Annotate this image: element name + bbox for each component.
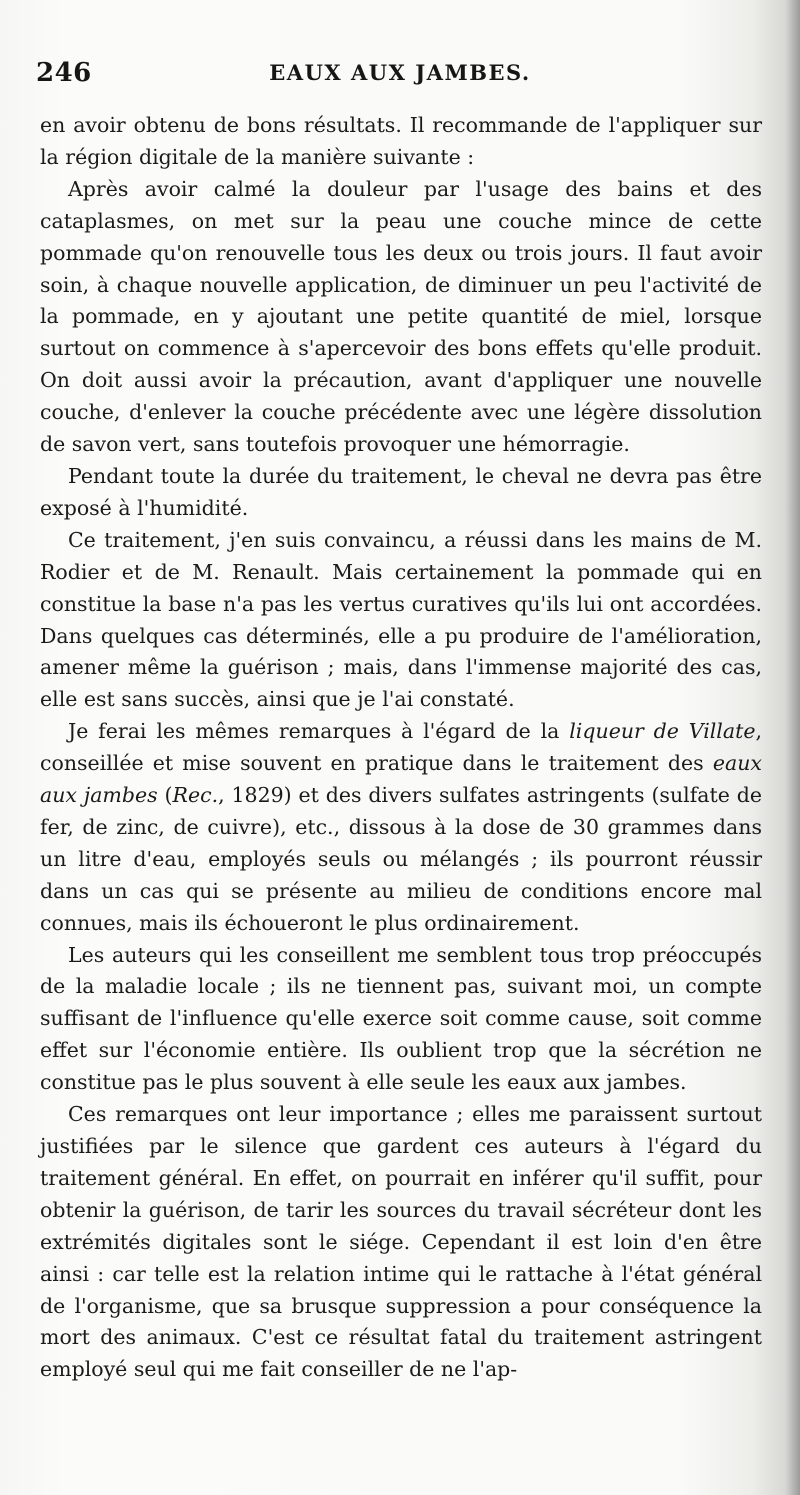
paragraph: [40, 461, 762, 525]
italic-text: eaux aux jambes: [40, 751, 762, 808]
paragraph: [40, 174, 762, 461]
paragraph-text: , conseillée et mise souvent en pratique dans le traitement des: [40, 719, 762, 776]
paragraph: [40, 940, 762, 1100]
body-text: [40, 110, 762, 1386]
page-header: [0, 58, 800, 98]
italic-text: Rec.: [172, 783, 219, 808]
paragraph: [40, 1099, 762, 1386]
paragraph-text: (: [157, 783, 173, 808]
paragraph-text: Les auteurs qui les conseillent me semblent tous trop préoccupés de la maladie locale ; ils ne tiennent pas, suivant moi, un compte suffisant de l'influence qu'elle exerce soit comme cause, soit comme effet sur l'économie entière. Ils oublient trop que la sécrétion ne constitue pas le plus souvent à elle seule les eaux aux jambes.: [40, 942, 762, 1095]
page-number: 246: [36, 58, 92, 88]
scan-edge-shadow: [786, 0, 800, 1495]
paragraph-text: Ce traitement, j'en suis convaincu, a réussi dans les mains de M. Rodier et de M. Renault. Mais certainement la pommade qui en constitue la base n'a pas les vertus curatives qu'ils lui ont accordées. Dans quelques cas déterminés, elle a pu produire de l'amélioration, amener même la guérison ; mais, dans l'immense majorité des cas, elle est sans succès, ainsi que je l'ai constaté.: [40, 527, 762, 712]
paragraph: [40, 525, 762, 716]
paragraph-text: Pendant toute la durée du traitement, le cheval ne devra pas être exposé à l'humidité.: [40, 463, 762, 520]
paragraph-text: Je ferai les mêmes remarques à l'égard de la: [68, 719, 570, 744]
paragraph-text: Après avoir calmé la douleur par l'usage des bains et des cataplasmes, on met sur la peau une couche mince de cette pommade qu'on renouvelle tous les deux ou trois jours. Il faut avoir soin, à chaque nouvelle application, de diminuer un peu l'activité de la pommade, en y ajoutant une petite quantité de miel, lorsque surtout on commence à s'apercevoir des bons effets qu'elle produit. On doit aussi avoir la précaution, avant d'appliquer une nouvelle couche, d'enlever la couche précédente avec une légère dissolution de savon vert, sans toutefois provoquer une hémorragie.: [40, 176, 762, 457]
paragraph-text: , 1829) et des divers sulfates astringents (sulfate de fer, de zinc, de cuivre), etc., dissous à la dose de 30 grammes dans un litre d'eau, employés seuls ou mélangés ; ils pourront réussir dans un cas qui se présente au milieu de conditions encore mal connues, mais ils échoueront le plus ordinairement.: [40, 783, 763, 935]
paragraph-text: Ces remarques ont leur importance ; elles me paraissent surtout justifiées par le silence que gardent ces auteurs à l'égard du traitement général. En effet, on pourrait en inférer qu'il suffit, pour obtenir la guérison, de tarir les sources du travail sécréteur dont les extrémités digitales sont le siége. Cependant il est loin d'en être ainsi : car telle est la relation intime qui le rattache à l'état général de l'organisme, que sa brusque suppression a pour conséquence la mort des animaux. C'est ce résultat fatal du traitement astringent employé seul qui me fait conseiller de ne l'ap-: [40, 1102, 762, 1382]
paragraph-text: en avoir obtenu de bons résultats. Il recommande de l'appliquer sur la région digitale de la manière suivante :: [40, 113, 762, 169]
paragraph: [40, 716, 762, 939]
italic-text: liqueur de Villate: [569, 719, 756, 744]
paragraph: [40, 110, 762, 174]
running-head: EAUX AUX JAMBES.: [269, 60, 531, 85]
